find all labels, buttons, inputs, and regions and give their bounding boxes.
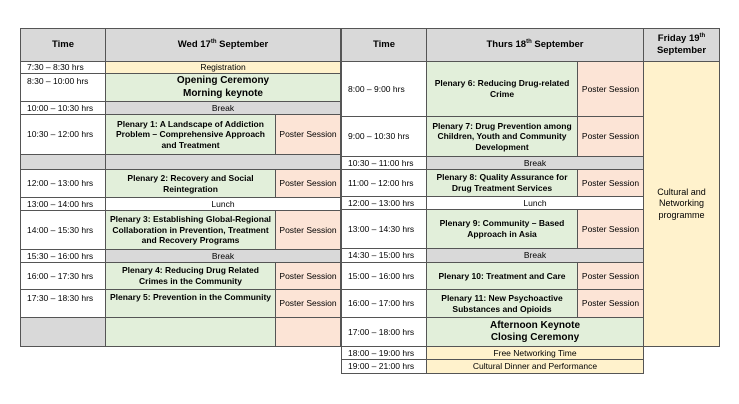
thu-time-plenary-7: 9:00 – 10:30 hrs: [341, 116, 427, 157]
thu-time-break-1: 10:30 – 11:00 hrs: [341, 156, 427, 170]
wed-time-registration: 7:30 – 8:30 hrs: [20, 61, 106, 74]
thu-plenary-6: Plenary 6: Reducing Drug-related Crime: [426, 61, 578, 117]
thu-break-1: Break: [426, 156, 644, 170]
wed-time-plenary-2: 12:00 – 13:00 hrs: [20, 169, 106, 198]
thu-time-plenary-9: 13:00 – 14:30 hrs: [341, 209, 427, 249]
thu-time-break-2: 14:30 – 15:00 hrs: [341, 248, 427, 263]
thu-time-plenary-8: 11:00 – 12:00 hrs: [341, 169, 427, 197]
wed-poster-session-5: Poster Session: [275, 289, 341, 318]
fri-cultural-networking: Cultural and Networking programme: [643, 61, 720, 347]
thu-break-2: Break: [426, 248, 644, 263]
thu-plenary-9: Plenary 9: Community – Based Approach in Asia: [426, 209, 578, 249]
thu-time-closing: 17:00 – 18:00 hrs: [341, 317, 427, 347]
thu-plenary-10: Plenary 10: Treatment and Care: [426, 262, 578, 290]
thu-time-plenary-10: 15:00 – 16:00 hrs: [341, 262, 427, 290]
thu-time-networking: 18:00 – 19:00 hrs: [341, 346, 427, 360]
wed-time-opening: 8:30 – 10:00 hrs: [20, 73, 106, 102]
header-time-wed: Time: [20, 28, 106, 62]
thu-lunch: Lunch: [426, 196, 644, 210]
thu-plenary-7: Plenary 7: Drug Prevention among Children, Youth and Community Development: [426, 116, 578, 157]
wed-plenary-5: Plenary 5: Prevention in the Community: [105, 289, 276, 318]
header-wednesday: Wed 17th September: [105, 28, 341, 62]
wed-plenary-3: Plenary 3: Establishing Global-Regional Collaboration in Prevention, Treatment and Recovery Programs: [105, 210, 276, 250]
wed-time-break-2: 15:30 – 16:00 hrs: [20, 249, 106, 263]
wed-plenary-4: Plenary 4: Reducing Drug Related Crimes in the Community: [105, 262, 276, 290]
wed-poster-session-1: Poster Session: [275, 114, 341, 155]
header-friday: Friday 19th September: [643, 28, 720, 62]
thu-cultural-dinner: Cultural Dinner and Performance: [426, 359, 644, 374]
wed-empty-row-2: [105, 317, 276, 347]
thu-plenary-11: Plenary 11: New Psychoactive Substances and Opioids: [426, 289, 578, 318]
wed-time-lunch: 13:00 – 14:00 hrs: [20, 197, 106, 211]
thu-closing-ceremony: Afternoon Keynote Closing Ceremony: [426, 317, 644, 347]
thu-poster-session-6: Poster Session: [577, 61, 644, 117]
thu-time-plenary-11: 16:00 – 17:00 hrs: [341, 289, 427, 318]
wed-opening-ceremony: Opening Ceremony Morning keynote: [105, 73, 341, 102]
wed-time-plenary-4: 16:00 – 17:30 hrs: [20, 262, 106, 290]
header-thursday: Thurs 18th September: [426, 28, 644, 62]
thu-time-dinner: 19:00 – 21:00 hrs: [341, 359, 427, 374]
wed-empty-poster: [275, 317, 341, 347]
wed-registration: Registration: [105, 61, 341, 74]
thu-plenary-8: Plenary 8: Quality Assurance for Drug Treatment Services: [426, 169, 578, 197]
wed-time-plenary-5: 17:30 – 18:30 hrs: [20, 289, 106, 318]
thu-time-lunch: 12:00 – 13:00 hrs: [341, 196, 427, 210]
thu-time-plenary-6: 8:00 – 9:00 hrs: [341, 61, 427, 117]
wed-time-break-1: 10:00 – 10:30 hrs: [20, 101, 106, 115]
wed-time-plenary-3: 14:00 – 15:30 hrs: [20, 210, 106, 250]
thu-free-networking: Free Networking Time: [426, 346, 644, 360]
thu-poster-session-11: Poster Session: [577, 289, 644, 318]
wed-poster-session-2: Poster Session: [275, 169, 341, 198]
thu-poster-session-9: Poster Session: [577, 209, 644, 249]
wed-break-2: Break: [105, 249, 341, 263]
wed-empty-row-1: [105, 154, 341, 170]
wed-empty-time-1: [20, 154, 106, 170]
wed-poster-session-3: Poster Session: [275, 210, 341, 250]
wed-plenary-2: Plenary 2: Recovery and Social Reintegration: [105, 169, 276, 198]
wed-break-1: Break: [105, 101, 341, 115]
wed-poster-session-4: Poster Session: [275, 262, 341, 290]
thu-poster-session-10: Poster Session: [577, 262, 644, 290]
wed-lunch: Lunch: [105, 197, 341, 211]
wed-plenary-1: Plenary 1: A Landscape of Addiction Problem – Comprehensive Approach and Treatment: [105, 114, 276, 155]
wed-time-plenary-1: 10:30 – 12:00 hrs: [20, 114, 106, 155]
header-time-thu: Time: [341, 28, 427, 62]
thu-poster-session-7: Poster Session: [577, 116, 644, 157]
wed-empty-time-2: [20, 317, 106, 347]
thu-poster-session-8: Poster Session: [577, 169, 644, 197]
